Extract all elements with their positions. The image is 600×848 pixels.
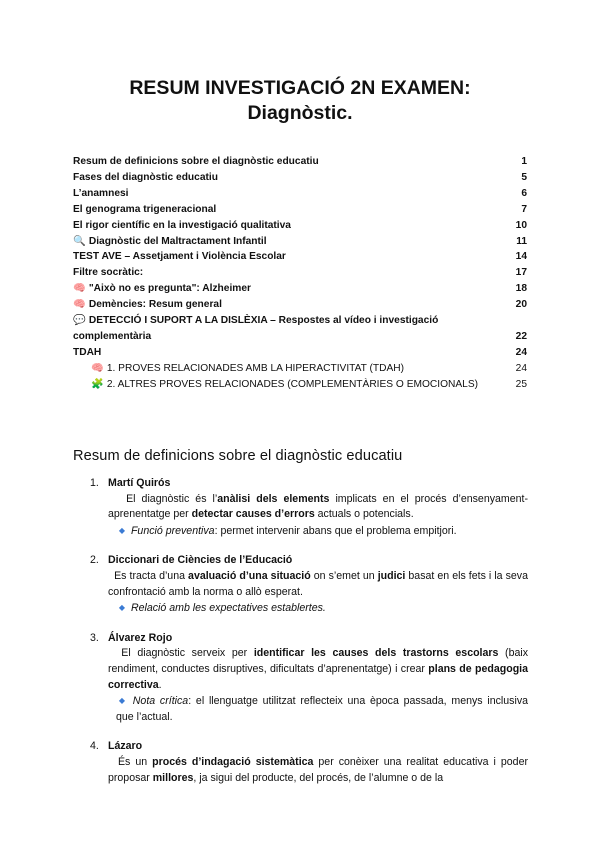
title-line-1: RESUM INVESTIGACIÓ 2N EXAMEN:	[129, 77, 471, 99]
text-run-italic: Relació amb les expectatives establertes.	[130, 602, 326, 615]
puzzle-piece-icon: 🧩	[91, 378, 104, 390]
text-run: : permet intervenir abans que el problema empitjori.	[214, 524, 457, 537]
toc-item[interactable]	[73, 170, 527, 186]
toc-item-page: 7	[521, 203, 527, 215]
definition-entry	[73, 631, 528, 726]
definition-entry	[73, 739, 528, 786]
toc-item[interactable]	[73, 154, 527, 170]
text-run: .	[158, 678, 162, 691]
author-name: Diccionari de Ciències de l’Educació	[108, 554, 293, 567]
toc-item-label: L’anamnesi	[73, 187, 129, 199]
text-run: El diagnòstic serveix per	[121, 647, 254, 660]
entry-number: 2.	[90, 554, 99, 567]
toc-item[interactable]	[73, 281, 527, 297]
toc-item-page: 20	[515, 299, 527, 311]
speech-bubble-icon: 💬	[73, 315, 86, 327]
toc-item-label: 1. PROVES RELACIONADES AMB LA HIPERACTIVITAT (TDAH)	[106, 362, 405, 374]
toc-item[interactable]	[73, 265, 527, 281]
text-run: per conèixer una realitat educativa i poder proposar	[108, 755, 528, 784]
text-run: implicats en el procés d’ensenyament-aprenentatge per	[108, 492, 528, 521]
text-run: (baix rendiment, conductes disruptives, dificultats d’aprenentatge) i crear	[108, 647, 529, 675]
brain-icon: 🧠	[73, 299, 86, 311]
toc-item-label: DETECCIÓ I SUPORT A LA DISLÈXIA – Respostes al vídeo i investigació complementària	[73, 315, 439, 342]
toc-item[interactable]	[73, 345, 527, 361]
text-run-bold: plans de pedagogia correctiva	[108, 662, 528, 691]
text-run: , ja sigui del producte, del procés, de l’alumne o de la	[193, 771, 444, 784]
text-run: actuals o potencials.	[314, 508, 414, 521]
definitions-list	[73, 476, 528, 800]
toc-item[interactable]	[73, 313, 527, 345]
author-name: Lázaro	[108, 740, 143, 753]
text-run-italic: Nota crítica	[132, 695, 189, 708]
toc-subitem[interactable]	[73, 361, 527, 377]
text-run: És un	[117, 755, 153, 768]
entry-note	[108, 600, 528, 617]
toc-item-page: 1	[521, 156, 527, 167]
text-run-bold: millores	[152, 771, 194, 784]
text-run-bold: detectar causes d’errors	[191, 508, 315, 521]
title-line-2: Diagnòstic.	[247, 102, 353, 124]
entry-note	[108, 693, 528, 725]
author-name: Martí Quirós	[108, 477, 171, 489]
magnifier-icon: 🔍	[73, 235, 86, 247]
toc-item[interactable]	[73, 234, 527, 250]
toc-item-page: 24	[515, 362, 527, 374]
toc-item[interactable]	[73, 218, 527, 234]
text-run-bold: judici	[377, 569, 406, 582]
toc-item-label: "Això no es pregunta": Alzheimer	[88, 283, 251, 295]
author-name: Álvarez Rojo	[108, 631, 173, 644]
table-of-contents	[73, 154, 527, 393]
toc-item-label: Diagnòstic del Maltractament Infantil	[88, 235, 267, 247]
definition-entry	[73, 476, 528, 539]
text-run-bold: anàlisi dels elements	[217, 492, 330, 505]
toc-subitem[interactable]	[73, 377, 527, 393]
section-heading: Resum de definicions sobre el diagnòstic educatiu	[73, 448, 403, 464]
toc-item-label: El genograma trigeneracional	[73, 203, 217, 215]
entry-note	[108, 523, 528, 540]
toc-item[interactable]	[73, 202, 527, 218]
entry-description	[108, 755, 528, 786]
text-run-bold: procés d’indagació sistemàtica	[152, 755, 314, 768]
diamond-bullet-icon: ◆	[118, 696, 126, 706]
entry-number: 1.	[90, 477, 99, 489]
text-run-bold: avaluació d’una situació	[188, 569, 311, 582]
diamond-bullet-icon: ◆	[118, 525, 126, 535]
toc-item-page: 18	[515, 283, 527, 295]
toc-item-label: Fases del diagnòstic educatiu	[73, 171, 218, 183]
toc-item-page: 22	[515, 330, 527, 342]
toc-item-page: 11	[516, 235, 527, 247]
toc-item-label: 2. ALTRES PROVES RELACIONADES (COMPLEMENTÀRIES O EMOCIONALS)	[106, 378, 479, 390]
toc-item-page: 10	[515, 219, 527, 231]
toc-item-label: Resum de definicions sobre el diagnòstic educatiu	[73, 156, 319, 167]
definition-entry	[73, 553, 528, 616]
text-run-bold: identificar les causes dels trastorns escolars	[253, 647, 499, 660]
diamond-bullet-icon: ◆	[118, 603, 126, 613]
text-run-italic: Funció preventiva	[130, 524, 215, 537]
toc-item[interactable]	[73, 186, 527, 202]
toc-item-label: Demències: Resum general	[88, 299, 222, 311]
entry-number: 4.	[90, 740, 99, 753]
brain-icon: 🧠	[73, 283, 86, 295]
entry-number: 3.	[90, 631, 99, 644]
brain-icon: 🧠	[91, 362, 104, 374]
text-run: : el llenguatge utilitzat reflecteix una època passada, menys inclusiva que l’actual.	[116, 695, 529, 723]
text-run: El diagnòstic és l’	[126, 492, 218, 505]
toc-item-page: 5	[521, 171, 527, 183]
text-run: Es tracta d’una	[114, 569, 189, 582]
toc-item[interactable]	[73, 297, 527, 313]
text-run: basat en els fets i la seva confrontació amb la norma o allò esperat.	[108, 569, 528, 598]
toc-item[interactable]	[73, 249, 527, 265]
toc-item-page: 25	[515, 378, 527, 390]
toc-item-page: 14	[515, 251, 527, 263]
document-title	[0, 76, 600, 126]
toc-item-page: 6	[521, 187, 527, 199]
entry-description	[108, 646, 528, 693]
toc-item-label: TDAH	[73, 346, 102, 358]
toc-item-page: 17	[515, 267, 527, 279]
toc-item-label: Filtre socràtic:	[73, 267, 144, 279]
toc-item-page: 24	[515, 346, 527, 358]
entry-description	[108, 569, 528, 600]
toc-item-label: TEST AVE – Assetjament i Violència Escolar	[73, 251, 286, 263]
toc-item-label: El rigor científic en la investigació qualitativa	[73, 219, 291, 231]
text-run: on s’emet un	[310, 569, 378, 582]
entry-description	[108, 492, 528, 523]
